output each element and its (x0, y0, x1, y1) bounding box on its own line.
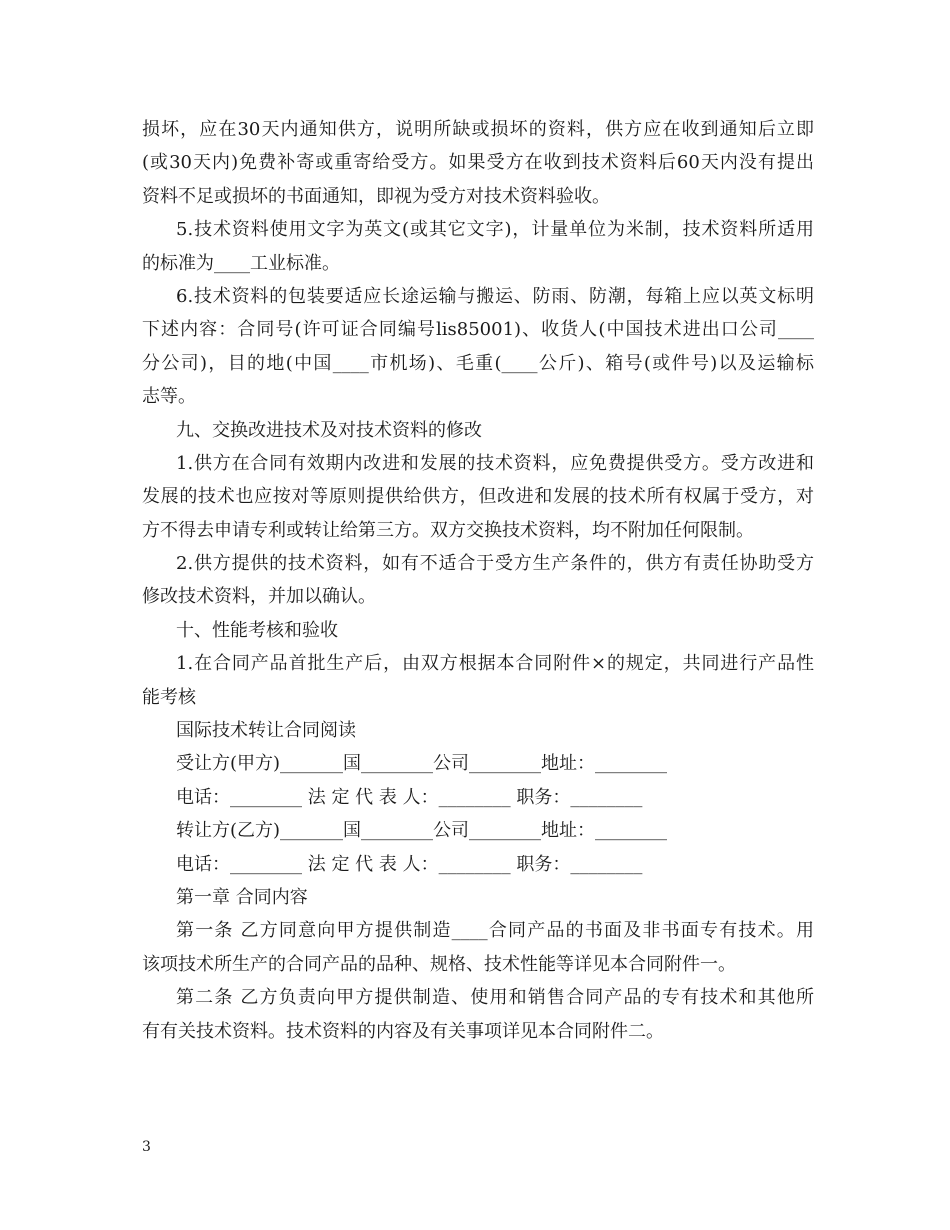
text-line: 国际技术转让合同阅读 (176, 720, 356, 742)
text-line: 下述内容：合同号(许可证合同编号lis85001)、收货人(中国技术进出口公司____ (142, 319, 814, 341)
text-line: 受让方(甲方)_______国________公司________地址：________ (176, 753, 668, 775)
text-line: 九、交换改进技术及对技术资料的修改 (176, 419, 482, 441)
text-line: 分公司)，目的地(中国____市机场)、毛重(____公斤)、箱号(或件号)以及运输标 (142, 352, 814, 374)
text-line: 修改技术资料，并加以确认。 (142, 586, 376, 608)
text-line: 该项技术所生产的合同产品的品种、规格、技术性能等详见本合同附件一。 (142, 953, 736, 975)
text-line: 1.供方在合同有效期内改进和发展的技术资料，应免费提供受方。受方改进和 (176, 452, 814, 474)
text-line: 能考核 (142, 686, 196, 708)
text-line: 十、性能考核和验收 (176, 619, 338, 641)
text-line: 第一条 乙方同意向甲方提供制造____合同产品的书面及非书面专有技术。用 (176, 920, 814, 942)
text-line: 1.在合同产品首批生产后，由双方根据本合同附件×的规定，共同进行产品性 (176, 653, 814, 675)
text-line: 有有关技术资料。技术资料的内容及有关事项详见本合同附件二。 (142, 1020, 664, 1042)
page-number: 3 (142, 1139, 151, 1155)
text-line: 志等。 (142, 386, 196, 408)
text-line: 的标准为____工业标准。 (142, 252, 340, 274)
text-line: 5.技术资料使用文字为英文(或其它文字)，计量单位为米制，技术资料所适用 (176, 219, 814, 241)
text-line: 发展的技术也应按对等原则提供给供方，但改进和发展的技术所有权属于受方，对 (142, 486, 814, 508)
text-line: 方不得去申请专利或转让给第三方。双方交换技术资料，均不附加任何限制。 (142, 519, 754, 541)
body-text (142, 113, 814, 1048)
text-line: 6.技术资料的包装要适应长途运输与搬运、防雨、防潮，每箱上应以英文标明 (176, 285, 814, 307)
text-line: 电话：________ 法 定 代 表 人：________ 职务：________ (176, 786, 643, 808)
text-line: 转让方(乙方)_______国________公司________地址：________ (176, 820, 668, 842)
text-line: 电话：________ 法 定 代 表 人：________ 职务：________ (176, 853, 643, 875)
text-line: 资料不足或损坏的书面通知，即视为受方对技术资料验收。 (142, 185, 610, 207)
text-line: 损坏，应在30天内通知供方，说明所缺或损坏的资料，供方应在收到通知后立即 (142, 119, 814, 140)
text-line: (或30天内)免费补寄或重寄给受方。如果受方在收到技术资料后60天内没有提出 (142, 152, 814, 174)
text-line: 第一章 合同内容 (176, 886, 308, 908)
text-line: 第二条 乙方负责向甲方提供制造、使用和销售合同产品的专有技术和其他所 (176, 987, 814, 1009)
text-line: 2.供方提供的技术资料，如有不适合于受方生产条件的，供方有责任协助受方 (176, 553, 814, 575)
